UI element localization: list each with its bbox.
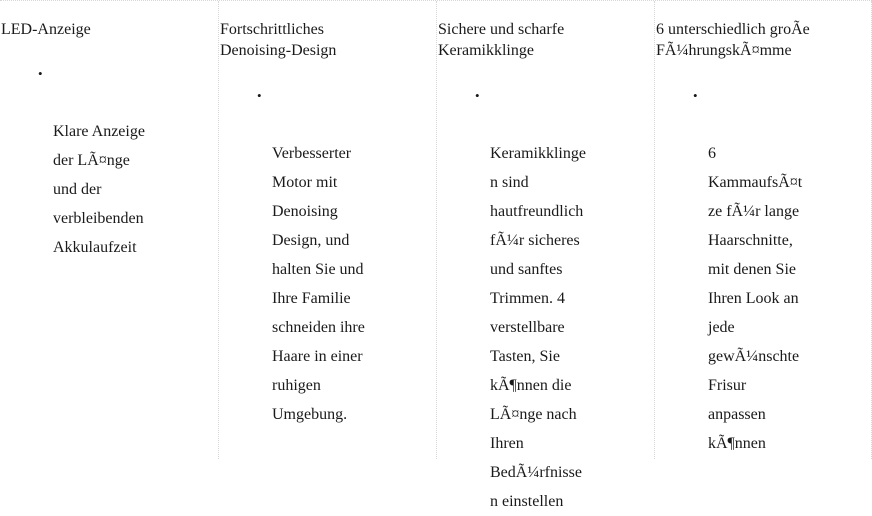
feature-list — [475, 81, 586, 516]
bullet-icon: • — [475, 88, 480, 103]
bullet-icon: • — [257, 88, 262, 103]
feature-column-led-display — [0, 1, 218, 459]
feature-list — [257, 81, 365, 429]
feature-heading: Sichere und scharfe Keramikklinge — [438, 21, 565, 59]
feature-heading: LED-Anzeige — [1, 21, 91, 38]
feature-column-denoising — [218, 1, 436, 459]
list-item-text: Verbesserter Motor mit Denoising Design, und halten Sie und Ihre Familie schneiden ihre Haare in einer ruhigen Umgebung. — [272, 145, 365, 423]
feature-list — [38, 59, 145, 262]
list-item-text: 6 KammaufsÃ¤t ze fÃ¼r lange Haarschnitte, mit denen Sie Ihren Look an jede gewÃ¼nschte Frisur anpassen kÃ¶nnen — [708, 145, 803, 452]
list-item — [693, 81, 803, 458]
feature-heading: 6 unterschiedlich groÃe FÃ¼hrungskÃ¤mme — [656, 21, 810, 59]
list-item-text: Klare Anzeige der LÃ¤nge und der verbleibenden Akkulaufzeit — [53, 123, 145, 256]
feature-heading: Fortschrittliches Denoising-Design — [220, 21, 337, 59]
feature-column-ceramic-blade — [436, 1, 654, 510]
list-item — [257, 81, 365, 429]
bullet-icon: • — [693, 88, 698, 103]
bullet-icon: • — [38, 66, 43, 81]
list-item — [38, 59, 145, 262]
list-item-text: Keramikklinge n sind hautfreundlich fÃ¼r sicheres und sanftes Trimmen. 4 verstellbare Tasten, Sie kÃ¶nnen die LÃ¤nge nach Ihren BedÃ¼rfnisse n einstellen — [490, 145, 586, 510]
list-item — [475, 81, 586, 516]
feature-column-guide-combs — [654, 1, 872, 459]
feature-list — [693, 81, 803, 458]
